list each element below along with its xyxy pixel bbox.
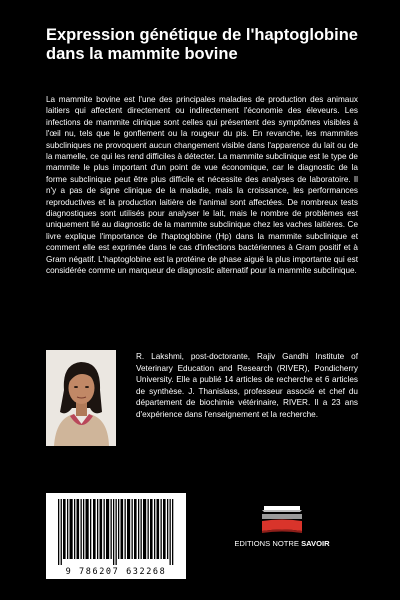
author-photo <box>46 350 116 446</box>
publisher-name-bold: SAVOIR <box>301 539 330 548</box>
publisher-name-regular: NOTRE <box>272 539 299 548</box>
isbn-barcode <box>46 493 186 579</box>
isbn-number: 9 786207 632268 <box>65 567 167 577</box>
publisher-prefix: EDITIONS <box>234 539 271 548</box>
stacked-books-icon <box>232 500 332 540</box>
publisher-name <box>228 539 336 548</box>
book-synopsis: La mammite bovine est l'une des principales maladies de production des animaux laitiers qui affectent directement ou indirectement l'économie des éleveurs. Les infections de mammite clinique sont celles qui présentent des symptômes visibles à l'œil nu, tels que le gonflement ou la rougeur du pis. En revanche, les mammites subcliniques ne provoquent aucun changement visible dans l'apparence du lait ou de la mamelle, ce qui les rend difficiles à détecter. La mammite subclinique est le type de mammite le plus important d'un point de vue économique, car le diagnostic de la forme subclinique peut être plus difficile et nécessite des analyses de laboratoire. Il n'y a pas de signe clinique de la maladie, mais la croissance, les performances reproductives et la production laitière de l'animal sont affectées. De nombreux tests diagnostiques sont utilisés pour analyser le lait, mais le nombre de problèmes est uniquement lié au diagnostic de la mammite subclinique chez les vaches laitières. Ce livre explique l'importance de l'haptoglobine (Hp) dans la mammite subclinique et comment elle est exprimée dans le cas d'infections bactériennes à Gram positif et à Gram négatif. L'haptoglobine est la protéine de phase aiguë la plus importante qui est considérée comme un marqueur de diagnostic alternatif pour la mammite subclinique. <box>46 95 358 276</box>
author-bio: R. Lakshmi, post-doctorante, Rajiv Gandhi Institute of Veterinary Education and Research (RIVER), Pondicherry University. Elle a publié 14 articles de recherche et 6 articles de synthèse. J. Thanislass, professeur associé et chef du département de biochimie vétérinaire, RIVER. Il a 23 ans d'expérience dans l'enseignement et la recherche. <box>136 352 358 419</box>
book-title: Expression génétique de l'haptoglobine dans la mammite bovine <box>46 26 358 63</box>
